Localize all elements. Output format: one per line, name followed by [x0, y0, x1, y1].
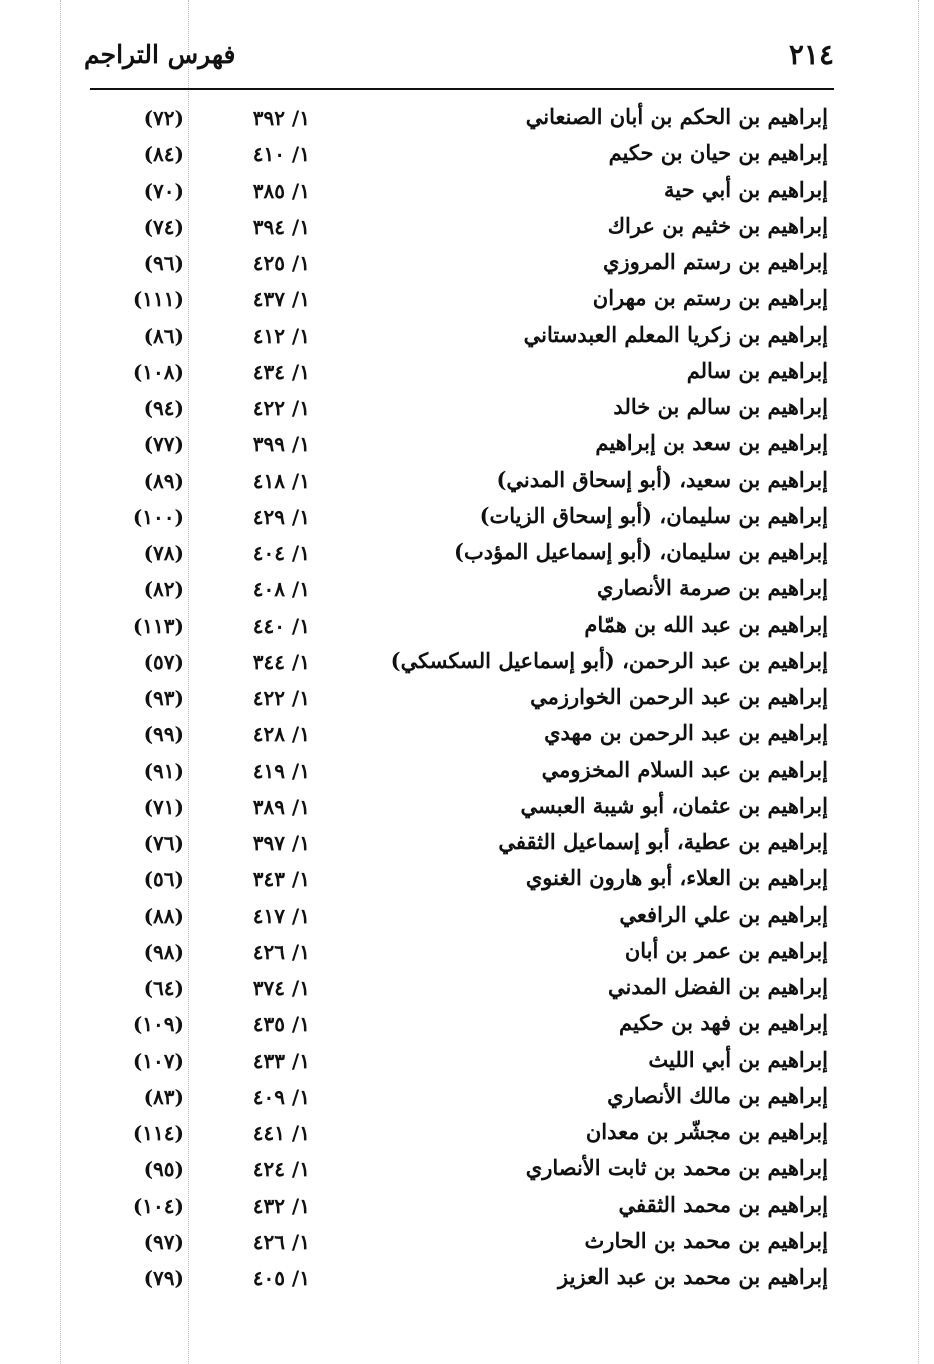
entry-name: إبراهيم بن عبد الرحمن الخوارزمي	[530, 684, 828, 709]
index-entry	[0, 861, 934, 897]
index-entry	[0, 499, 934, 535]
entry-number: (٨٩)	[143, 468, 184, 493]
index-entry	[0, 535, 934, 571]
entry-number: (١١٣)	[132, 613, 184, 638]
entry-number: (١٠٤)	[132, 1193, 184, 1218]
entry-name: إبراهيم بن رستم بن مهران	[592, 285, 828, 311]
entry-volume-page: ١/ ٤٠٤	[252, 541, 310, 565]
index-entry	[0, 136, 934, 172]
entry-name: إبراهيم بن عبد الله بن همّام	[584, 611, 828, 637]
entry-number: (١٠٧)	[132, 1048, 184, 1073]
page-header	[84, 38, 834, 78]
index-entry	[0, 608, 934, 644]
entry-name: إبراهيم بن عثمان، أبو شيبة العبسي	[520, 792, 828, 818]
header-rule	[90, 88, 834, 90]
entry-volume-page: ١/ ٣٩٢	[252, 106, 310, 130]
entry-name: إبراهيم بن صرمة الأنصاري	[596, 575, 828, 601]
entry-volume-page: ١/ ٣٧٤	[252, 976, 310, 1000]
entry-volume-page: ١/ ٣٩٩	[252, 432, 310, 457]
entry-number: (٩٤)	[143, 396, 184, 420]
index-entry	[0, 1260, 934, 1296]
entry-number: (٨٣)	[143, 1084, 184, 1109]
index-entry	[0, 716, 934, 752]
entry-number: (٧٠)	[143, 178, 184, 203]
index-entry	[0, 245, 934, 281]
entry-volume-page: ١/ ٤٠٨	[252, 577, 310, 602]
index-entry	[0, 173, 934, 209]
entry-number: (٧٧)	[143, 432, 184, 457]
entry-name: إبراهيم بن سعيد، (أبو إسحاق المدني)	[496, 466, 828, 492]
entry-name: إبراهيم بن عطية، أبو إسماعيل الثقفي	[498, 829, 828, 854]
index-entry	[0, 1151, 934, 1187]
index-entry	[0, 1115, 934, 1151]
entry-name: إبراهيم بن محمد بن ثابت الأنصاري	[525, 1155, 828, 1181]
entry-name: إبراهيم بن سعد بن إبراهيم	[595, 430, 828, 456]
entry-number: (٩٨)	[143, 939, 184, 964]
index-entry	[0, 354, 934, 390]
entry-number: (٧٦)	[143, 831, 184, 855]
entry-name: إبراهيم بن الحكم بن أبان الصنعاني	[525, 104, 828, 129]
entry-name: إبراهيم بن مالك الأنصاري	[607, 1082, 828, 1108]
entry-volume-page: ١/ ٤٠٥	[252, 1266, 310, 1290]
index-entry	[0, 318, 934, 354]
index-entry	[0, 1188, 934, 1224]
entry-volume-page: ١/ ٤١٠	[252, 142, 310, 167]
entry-number: (٧٩)	[143, 1266, 184, 1290]
entry-name: إبراهيم بن سليمان، (أبو إسماعيل المؤدب)	[454, 539, 828, 564]
index-entry	[0, 571, 934, 607]
entry-number: (٨٤)	[143, 142, 184, 167]
entry-number: (٥٧)	[143, 649, 184, 674]
entry-number: (١١٤)	[132, 1121, 184, 1145]
entry-name: إبراهيم بن سالم	[686, 357, 828, 383]
entry-volume-page: ١/ ٣٨٥	[252, 178, 310, 203]
entry-name: إبراهيم بن سليمان، (أبو إسحاق الزيات)	[479, 502, 828, 528]
entry-name: إبراهيم بن حيان بن حكيم	[608, 140, 828, 166]
running-title: فهرس التراجم	[84, 40, 236, 69]
index-entry	[0, 100, 934, 136]
entry-name: إبراهيم بن زكريا المعلم العبدستاني	[523, 321, 828, 347]
entry-number: (٦٤)	[143, 976, 184, 1000]
index-entry	[0, 426, 934, 462]
index-entry	[0, 390, 934, 426]
entry-number: (٧٤)	[143, 214, 184, 239]
entry-volume-page: ١/ ٣٩٧	[252, 831, 310, 855]
entry-volume-page: ١/ ٤١٩	[252, 758, 310, 783]
index-entry	[0, 970, 934, 1006]
entry-name: إبراهيم بن الفضل المدني	[608, 974, 828, 999]
entry-number: (٥٦)	[143, 867, 184, 892]
index-entry	[0, 680, 934, 716]
entry-volume-page: ١/ ٤٠٩	[252, 1084, 310, 1109]
entry-volume-page: ١/ ٣٨٩	[252, 794, 310, 819]
index-entry	[0, 1043, 934, 1079]
entry-volume-page: ١/ ٤٢٤	[252, 1157, 310, 1182]
entry-number: (٨٨)	[143, 903, 184, 928]
index-entry	[0, 1006, 934, 1042]
entry-volume-page: ١/ ٤٤١	[252, 1121, 310, 1145]
entry-volume-page: ١/ ٤٣٢	[252, 1193, 310, 1218]
entry-number: (٨٦)	[143, 323, 184, 348]
entry-name: إبراهيم بن عمر بن أبان	[624, 937, 828, 963]
index-entry	[0, 1224, 934, 1260]
index-entry	[0, 825, 934, 861]
entry-name: إبراهيم بن سالم بن خالد	[613, 394, 828, 419]
entry-name: إبراهيم بن عبد الرحمن، (أبو إسماعيل السكسكي)	[390, 647, 828, 673]
entry-number: (٩٦)	[143, 251, 184, 275]
entry-name: إبراهيم بن عبد الرحمن بن مهدي	[544, 720, 828, 746]
entry-volume-page: ١/ ٣٩٤	[252, 214, 310, 239]
entry-name: إبراهيم بن العلاء، أبو هارون الغنوي	[525, 865, 828, 891]
entry-number: (٩٥)	[143, 1157, 184, 1182]
entry-volume-page: ١/ ٤١٨	[252, 468, 310, 493]
entry-volume-page: ١/ ٤٢٢	[252, 396, 310, 420]
entry-volume-page: ١/ ٤٣٤	[252, 359, 310, 384]
entry-volume-page: ١/ ٤٢٦	[252, 1229, 310, 1254]
entry-volume-page: ١/ ٣٤٣	[252, 867, 310, 892]
entry-name: إبراهيم بن أبي الليث	[648, 1046, 828, 1072]
entry-number: (١٠٠)	[132, 504, 184, 529]
index-entry	[0, 281, 934, 317]
entry-volume-page: ١/ ٤٢٦	[252, 939, 310, 964]
page-number: ٢١٤	[788, 38, 834, 71]
entry-number: (٩٧)	[143, 1229, 184, 1254]
entry-name: إبراهيم بن أبي حية	[663, 176, 828, 202]
entry-number: (٩٩)	[143, 722, 184, 747]
entry-volume-page: ١/ ٤٣٣	[252, 1048, 310, 1073]
entry-volume-page: ١/ ٤٣٧	[252, 287, 310, 312]
entry-name: إبراهيم بن رستم المروزي	[603, 249, 828, 274]
entry-volume-page: ١/ ٤٣٥	[252, 1012, 310, 1037]
entry-name: إبراهيم بن محمد بن عبد العزيز	[558, 1264, 828, 1289]
index-entry	[0, 644, 934, 680]
entry-number: (٧٨)	[143, 541, 184, 565]
index-entries	[0, 100, 934, 1296]
entry-number: (١٠٩)	[132, 1012, 184, 1037]
entry-volume-page: ١/ ٤١٧	[252, 903, 310, 928]
entry-number: (٨٢)	[143, 577, 184, 602]
entry-number: (٩١)	[143, 758, 184, 783]
entry-number: (١١١)	[132, 287, 184, 312]
entry-volume-page: ١/ ٤٢٩	[252, 504, 310, 529]
index-entry	[0, 789, 934, 825]
index-entry	[0, 209, 934, 245]
index-entry	[0, 753, 934, 789]
entry-name: إبراهيم بن محمد بن الحارث	[584, 1227, 828, 1253]
entry-volume-page: ١/ ٤٢٨	[252, 722, 310, 747]
entry-number: (٩٣)	[143, 686, 184, 710]
entry-number: (٧١)	[143, 794, 184, 819]
entry-name: إبراهيم بن محمد الثقفي	[618, 1191, 828, 1217]
entry-name: إبراهيم بن عبد السلام المخزومي	[541, 756, 828, 782]
entry-volume-page: ١/ ٤٢٢	[252, 686, 310, 710]
entry-number: (٧٢)	[143, 106, 184, 130]
index-entry	[0, 1079, 934, 1115]
index-entry	[0, 934, 934, 970]
index-entry	[0, 463, 934, 499]
entry-volume-page: ١/ ٤٤٠	[252, 613, 310, 638]
entry-name: إبراهيم بن مجشّر بن معدان	[585, 1119, 828, 1144]
entry-volume-page: ١/ ٣٤٤	[252, 649, 310, 674]
entry-name: إبراهيم بن خثيم بن عراك	[607, 212, 828, 238]
entry-name: إبراهيم بن علي الرافعي	[619, 901, 828, 927]
entry-volume-page: ١/ ٤١٢	[252, 323, 310, 348]
entry-name: إبراهيم بن فهد بن حكيم	[618, 1010, 828, 1036]
index-entry	[0, 898, 934, 934]
entry-volume-page: ١/ ٤٢٥	[252, 251, 310, 275]
entry-number: (١٠٨)	[132, 359, 184, 384]
